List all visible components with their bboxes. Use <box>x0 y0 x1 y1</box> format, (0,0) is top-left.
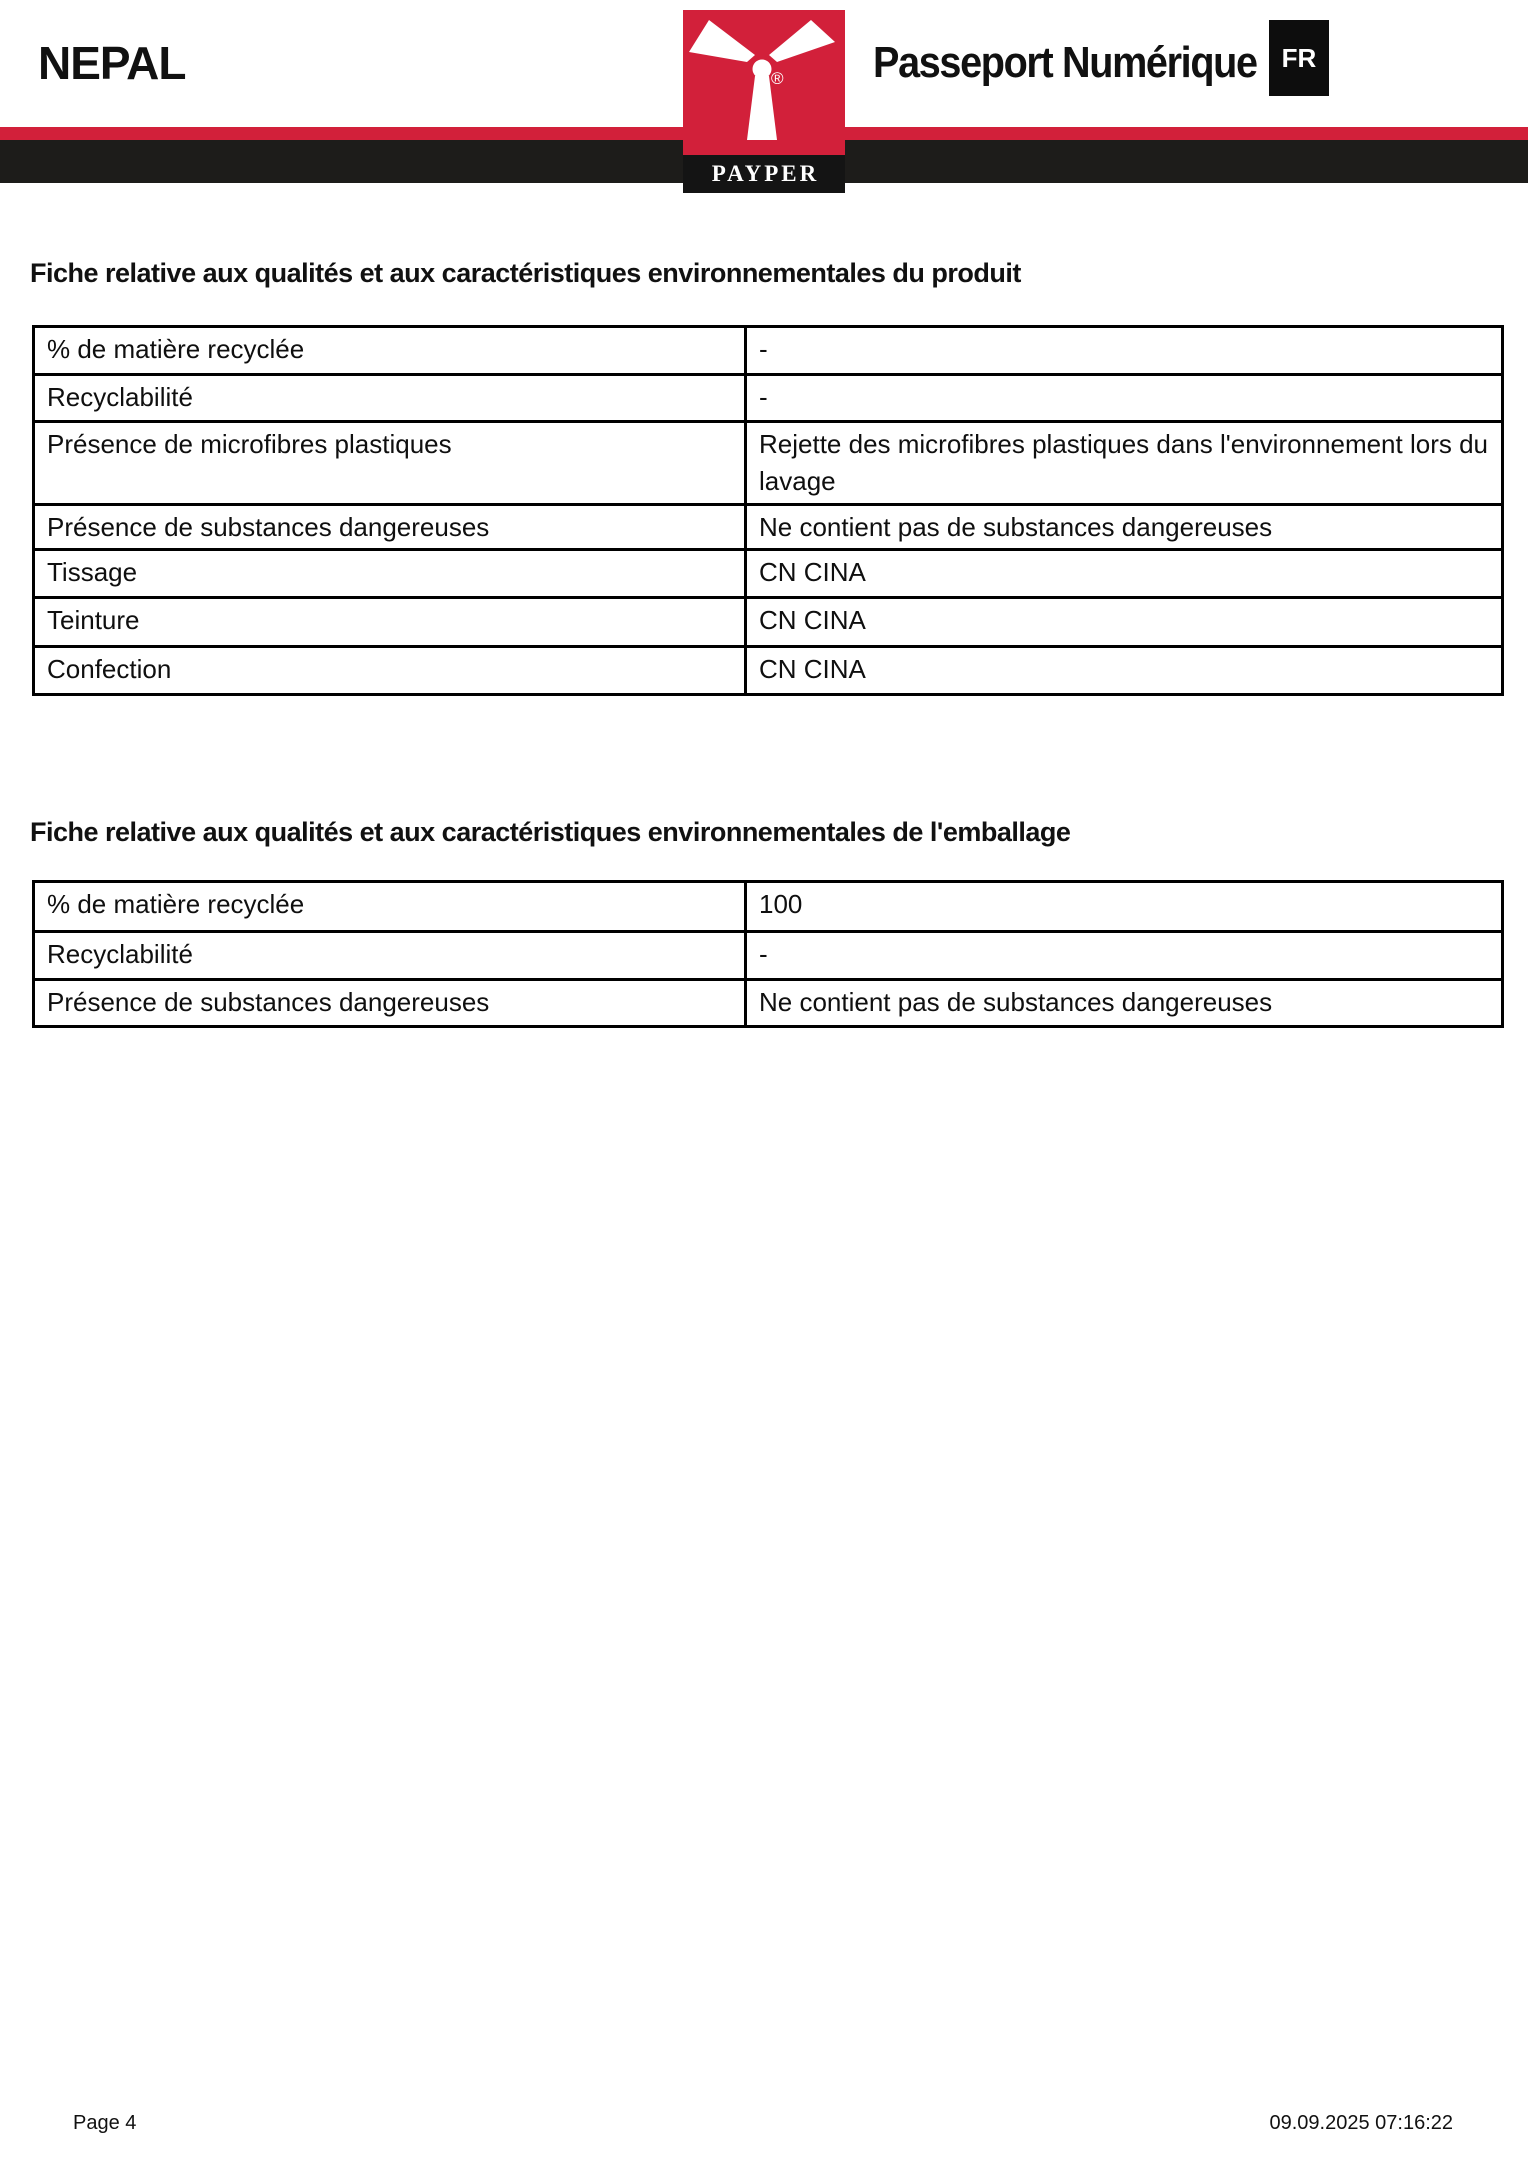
row-label: Tissage <box>35 551 747 596</box>
row-label: % de matière recyclée <box>35 883 747 930</box>
table-row <box>35 978 1501 1025</box>
payper-pinwheel-icon <box>683 10 845 155</box>
table-row <box>35 420 1501 503</box>
brand-name-box <box>683 155 845 193</box>
row-value: Ne contient pas de substances dangereuses <box>759 987 1273 1017</box>
row-label: Présence de substances dangereuses <box>35 981 747 1025</box>
row-label: Présence de substances dangereuses <box>35 506 747 548</box>
row-label: Recyclabilité <box>35 376 747 420</box>
table-row <box>35 328 1501 373</box>
language-badge <box>1269 20 1329 96</box>
row-label: % de matière recyclée <box>35 328 747 373</box>
table-row <box>35 883 1501 930</box>
table-row <box>35 645 1501 693</box>
row-label: Teinture <box>35 599 747 645</box>
language-badge-label: FR <box>1281 42 1317 73</box>
row-value: 100 <box>759 889 803 919</box>
row-value: - <box>759 939 768 969</box>
document-title: Passeport Numérique <box>873 38 1257 87</box>
row-label: Recyclabilité <box>35 933 747 978</box>
row-value: CN CINA <box>759 605 866 635</box>
svg-text:®: ® <box>771 69 784 88</box>
table-row <box>35 373 1501 420</box>
row-value: CN CINA <box>759 654 866 684</box>
row-value: Ne contient pas de substances dangereuses <box>759 512 1273 542</box>
table-row <box>35 596 1501 645</box>
row-value: - <box>759 382 768 412</box>
row-label: Présence de microfibres plastiques <box>35 423 747 503</box>
table-row <box>35 503 1501 548</box>
packaging-spec-table <box>32 880 1504 1028</box>
row-label: Confection <box>35 648 747 693</box>
product-name: NEPAL <box>38 37 186 89</box>
row-value: Rejette des microfibres plastiques dans l'environnement lors du lavage <box>759 429 1489 496</box>
section-title-product: Fiche relative aux qualités et aux caractéristiques environnementales du produit <box>30 258 1021 288</box>
brand-name: PAYPER <box>711 161 820 186</box>
row-value: CN CINA <box>759 557 866 587</box>
table-row <box>35 548 1501 596</box>
payper-logo <box>683 10 845 193</box>
page-number: Page 4 <box>73 2112 137 2134</box>
row-value: - <box>759 334 768 364</box>
section-title-packaging: Fiche relative aux qualités et aux caractéristiques environnementales de l'emballage <box>30 817 1071 847</box>
table-row <box>35 930 1501 978</box>
product-spec-table <box>32 325 1504 696</box>
generation-timestamp: 09.09.2025 07:16:22 <box>1269 2112 1453 2134</box>
